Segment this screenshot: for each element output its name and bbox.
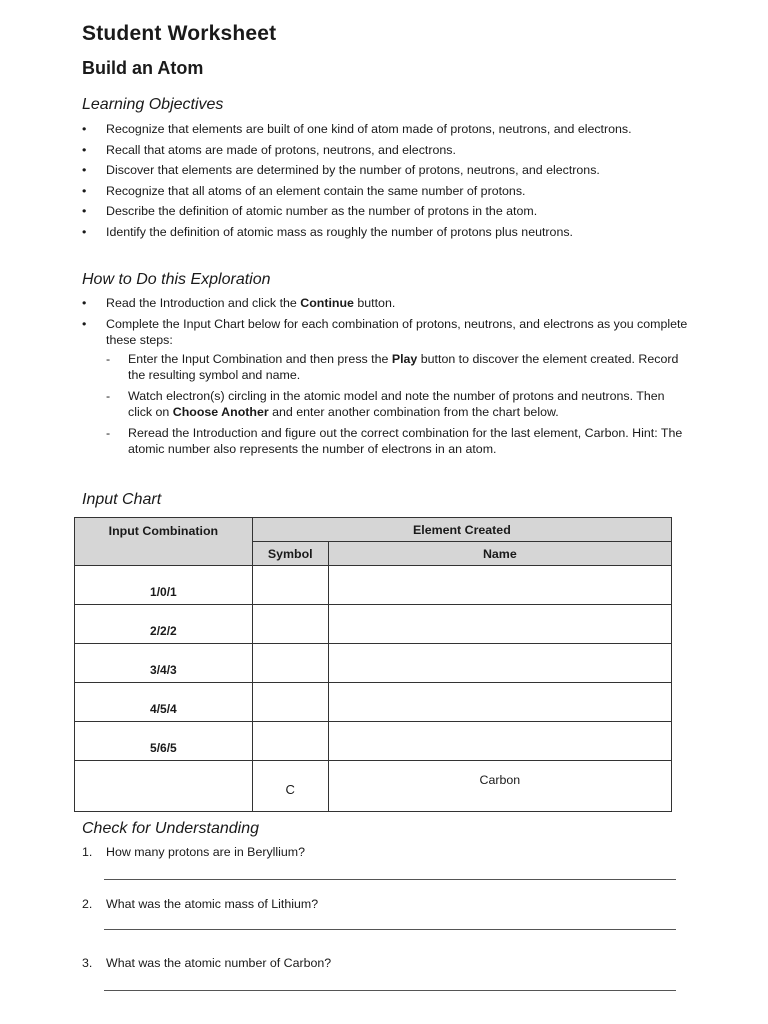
combination-cell: 1/0/1 [150, 585, 177, 599]
table-row [75, 644, 672, 683]
list-item: • Read the Introduction and click the Continue button. [82, 296, 396, 310]
name-cell[interactable] [328, 722, 671, 761]
check-heading: Check for Understanding [82, 820, 259, 837]
objectives-list [82, 121, 692, 244]
table-row [75, 722, 672, 761]
combination-cell: 5/6/5 [150, 741, 177, 755]
header-symbol: Symbol [252, 542, 328, 566]
play-label: Play [391, 351, 418, 366]
list-item: • Recall that atoms are made of protons, neutrons, and electrons. [82, 142, 456, 157]
symbol-cell: C [252, 761, 328, 812]
symbol-cell[interactable] [252, 683, 328, 722]
input-chart-table [74, 517, 672, 812]
continue-label: Continue [300, 296, 354, 310]
list-item: • Complete the Input Chart below for each combination of protons, neutrons, and electrons as you complete these steps: - Enter the Input Combination and then press the Play button to discover the element created. Record the resulting symbol and name. - Watch electron(s) circling in the atomic model and note the number of protons and neutrons. Then click on Choose Another and enter another combination from the chart below. - Reread the Introduction and figure out the correct combination for the last element, Carbon. Hint: The atomic number also represents the number of electrons in an atom. [82, 316, 692, 458]
exploration-list [82, 295, 692, 462]
substep-item: - Reread the Introduction and figure out the correct combination for the last element, Carbon. Hint: The atomic number also represents the number of electrons in an atom. [106, 425, 683, 456]
list-item: • Discover that elements are determined by the number of protons, neutrons, and electrons. [82, 163, 600, 177]
name-cell[interactable] [328, 644, 671, 683]
choose-another-label: Choose Another [172, 405, 269, 419]
symbol-cell[interactable] [252, 722, 328, 761]
answer-line[interactable] [104, 929, 676, 930]
symbol-cell[interactable] [252, 605, 328, 644]
questions-list [82, 845, 682, 1005]
table-row [75, 683, 672, 722]
objectives-heading: Learning Objectives [82, 96, 224, 113]
combination-cell: 3/4/3 [150, 663, 177, 677]
substeps-list [106, 351, 692, 458]
question-item: 2. What was the atomic mass of Lithium? [82, 897, 319, 911]
combination-cell: 4/5/4 [150, 702, 177, 716]
substep-item: - Enter the Input Combination and then press the Play button to discover the element created. Record the resulting symbol and name. [106, 351, 679, 382]
name-cell[interactable] [328, 566, 671, 605]
question-item: 3. What was the atomic number of Carbon? [82, 956, 332, 970]
symbol-cell[interactable] [252, 644, 328, 683]
substep-item: - Watch electron(s) circling in the atomic model and note the number of protons and neutrons. Then click on Choose Another and enter another combination from the chart below. [106, 388, 665, 419]
name-cell[interactable] [328, 605, 671, 644]
name-cell: Carbon [328, 761, 671, 812]
header-name: Name [328, 542, 671, 566]
combination-cell[interactable] [75, 761, 253, 812]
table-row [75, 761, 672, 812]
list-item: • Identify the definition of atomic mass as roughly the number of protons plus neutrons. [82, 224, 573, 239]
table-row [75, 605, 672, 644]
answer-line[interactable] [104, 879, 676, 880]
symbol-cell[interactable] [252, 566, 328, 605]
page-title: Student Worksheet [82, 22, 277, 45]
combination-cell: 2/2/2 [150, 624, 177, 638]
table-row [75, 566, 672, 605]
list-item: • Recognize that all atoms of an element contain the same number of protons. [82, 183, 526, 198]
exploration-heading: How to Do this Exploration [82, 271, 271, 288]
answer-line[interactable] [104, 990, 676, 991]
header-input-combination: Input Combination [75, 518, 253, 566]
name-cell[interactable] [328, 683, 671, 722]
question-item: 1. How many protons are in Beryllium? [82, 845, 306, 859]
list-item: • Describe the definition of atomic number as the number of protons in the atom. [82, 204, 538, 218]
page-subtitle: Build an Atom [82, 58, 204, 78]
chart-heading: Input Chart [82, 491, 162, 508]
header-element-created: Element Created [252, 518, 671, 542]
list-item: • Recognize that elements are built of one kind of atom made of protons, neutrons, and electrons. [82, 122, 632, 136]
